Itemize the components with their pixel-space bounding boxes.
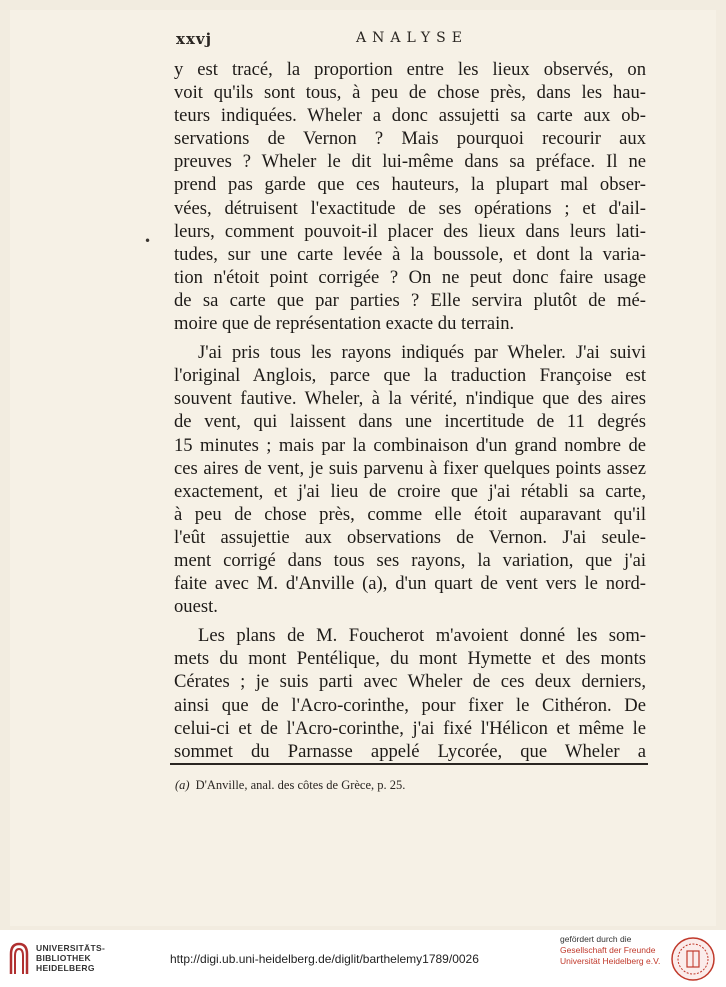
text-line: de vent, qui laissent dans une incertitude de 11 degrés bbox=[174, 411, 646, 433]
text-line: exactement, et j'ai lieu de croire que j'ai rétabli sa carte, bbox=[174, 480, 646, 502]
text-line: servations de Vernon ? Mais pourquoi recourir aux bbox=[174, 128, 646, 150]
text-line: leurs, comment pouvoit-il placer des lieux dans leurs lati- bbox=[174, 220, 646, 242]
text-line: à peu de chose près, comme elle étoit auparavant qu'il bbox=[174, 503, 646, 525]
text-line: tudes, sur une carte levée à la boussole, et dont la varia- bbox=[174, 243, 646, 265]
text-line: voit qu'ils sont tous, à peu de chose près, dans les hau- bbox=[174, 82, 646, 104]
text-line: tion n'étoit point corrigée ? On ne peut donc faire usage bbox=[174, 266, 646, 288]
text-line: teurs indiquées. Wheler a donc assujetti sa carte aux ob- bbox=[174, 105, 646, 127]
footnote-text: D'Anville, anal. des côtes de Grèce, p. 25. bbox=[195, 778, 406, 792]
folio: xxvj bbox=[176, 30, 213, 48]
page-header bbox=[176, 30, 646, 50]
text-line: 15 minutes ; mais par la combinaison d'un grand nombre de bbox=[174, 434, 646, 456]
text-line: celui-ci et de l'Acro-corinthe, j'ai fixé l'Hélicon et même le bbox=[174, 717, 646, 739]
text-line: l'eût assujettie aux observations de Vernon. J'ai seule- bbox=[174, 526, 646, 548]
text-line: y est tracé, la proportion entre les lieux observés, on bbox=[174, 59, 646, 80]
text-line: l'original Anglois, parce que la traduction Françoise est bbox=[174, 365, 646, 387]
footer-bar bbox=[0, 930, 726, 987]
funder-credit: gefördert durch die Gesellschaft der Freunde Universität Heidelberg e.V. bbox=[560, 934, 661, 966]
library-logo-icon bbox=[8, 940, 30, 976]
text-line: moire que de représentation exacte du terrain. bbox=[174, 313, 515, 335]
footnote-divider bbox=[170, 763, 648, 765]
text-line: ces aires de vent, je suis parvenu à fixer quelques points assez bbox=[174, 457, 646, 479]
text-line: ainsi que de l'Acro-corinthe, pour fixer le Cithéron. De bbox=[174, 694, 646, 716]
permalink-url[interactable]: http://digi.ub.uni-heidelberg.de/diglit/barthelemy1789/0026 bbox=[170, 952, 479, 966]
text-line: souvent fautive. Wheler, à la vérité, n'indique que des aires bbox=[174, 388, 646, 410]
text-line: ouest. bbox=[174, 596, 218, 618]
text-line: J'ai pris tous les rayons indiqués par Wheler. J'ai suivi bbox=[198, 342, 646, 364]
running-title: ANALYSE bbox=[356, 30, 468, 46]
footnote-mark: (a) bbox=[175, 778, 190, 792]
body-text bbox=[174, 58, 646, 763]
text-line: de sa carte que par parties ? Elle servira plutôt de mé- bbox=[174, 289, 646, 311]
text-line: ment corrigé dans tous ses rayons, la variation, que j'ai bbox=[174, 549, 646, 571]
text-line: Les plans de M. Foucherot m'avoient donné les som- bbox=[198, 625, 646, 647]
text-line: mets du mont Pentélique, du mont Hymette et des monts bbox=[174, 648, 646, 670]
text-line: prend pas garde que ces hauteurs, la plupart mal obser- bbox=[174, 174, 646, 196]
text-line: Cérates ; je suis parti avec Wheler de ces deux derniers, bbox=[174, 671, 646, 693]
university-seal-icon bbox=[670, 936, 716, 982]
footnote bbox=[175, 778, 405, 793]
text-line: preuves ? Wheler le dit lui-même dans sa préface. Il ne bbox=[174, 151, 646, 173]
text-line: faite avec M. d'Anville (a), d'un quart de vent vers le nord- bbox=[174, 573, 646, 595]
library-name: UNIVERSITÄTS- BIBLIOTHEK HEIDELBERG bbox=[36, 943, 106, 973]
text-line: vées, détruisent l'exactitude de ses opérations ; et d'ail- bbox=[174, 197, 646, 219]
margin-mark: • bbox=[144, 234, 152, 248]
text-line: sommet du Parnasse appelé Lycorée, que Wheler a bbox=[174, 740, 646, 762]
